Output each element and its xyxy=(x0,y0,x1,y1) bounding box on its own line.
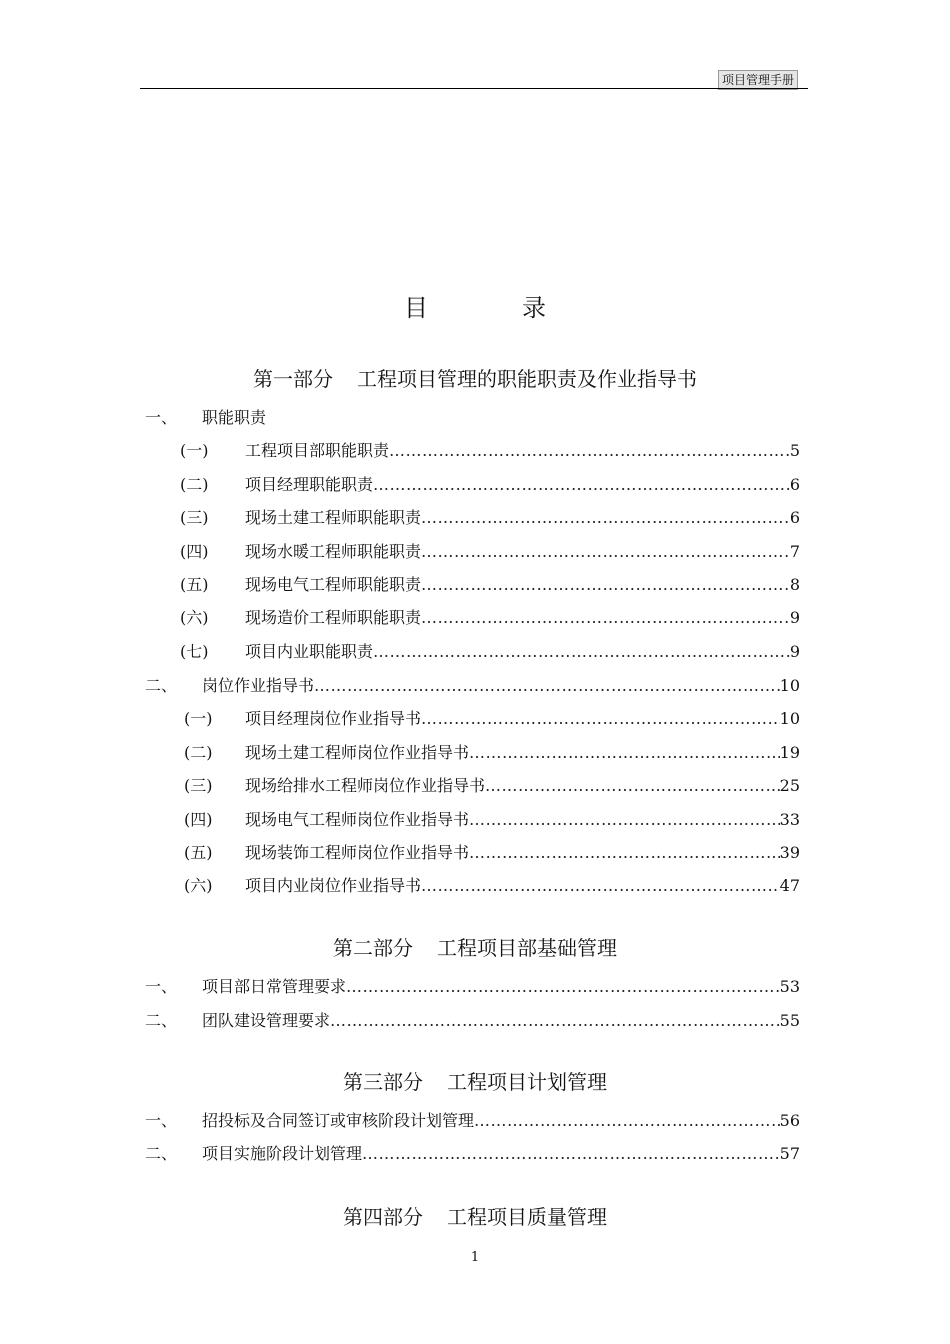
toc-entry-page: 6 xyxy=(789,508,800,527)
toc-entry[interactable] xyxy=(0,706,950,732)
toc-entry[interactable] xyxy=(0,807,950,833)
dot-leader xyxy=(362,1141,780,1167)
toc-entry-number: 一、 xyxy=(145,408,178,427)
toc-entry[interactable] xyxy=(0,1108,950,1134)
part-number: 第一部分 xyxy=(253,367,333,391)
toc-entry-page: 47 xyxy=(779,876,800,895)
toc-entry[interactable] xyxy=(0,405,950,431)
part-number: 第二部分 xyxy=(333,936,413,960)
dot-leader xyxy=(421,572,790,598)
dot-leader xyxy=(469,740,780,766)
toc-entry-label: 项目内业岗位作业指导书 xyxy=(245,876,422,895)
toc-entry-page: 5 xyxy=(789,441,800,460)
toc-entry[interactable] xyxy=(0,740,950,766)
toc-entry-page: 53 xyxy=(779,977,800,996)
toc-entry[interactable] xyxy=(0,673,950,699)
toc-entry-number: (三) xyxy=(184,776,213,795)
toc-entry-label: 项目内业职能职责 xyxy=(245,642,374,661)
part-number: 第四部分 xyxy=(343,1205,423,1229)
toc-entry-label: 现场装饰工程师岗位作业指导书 xyxy=(245,843,470,862)
toc-entry-number: (一) xyxy=(180,441,209,460)
toc-entry-label: 现场电气工程师职能职责 xyxy=(245,575,422,594)
toc-title-right: 录 xyxy=(522,294,546,322)
part-title: 工程项目计划管理 xyxy=(447,1070,607,1094)
part-title: 工程项目管理的职能职责及作业指导书 xyxy=(357,367,697,391)
toc-entry-number: 二、 xyxy=(145,1011,178,1030)
dot-leader xyxy=(421,706,780,732)
dot-leader xyxy=(474,1108,780,1134)
page-number: 1 xyxy=(470,1250,480,1265)
toc-entry-number: (二) xyxy=(180,475,209,494)
toc-entry-number: (五) xyxy=(180,575,209,594)
toc-entry[interactable] xyxy=(0,605,950,631)
toc-entry[interactable] xyxy=(0,472,950,498)
toc-entry-label: 现场给排水工程师岗位作业指导书 xyxy=(245,776,486,795)
part-heading-3 xyxy=(0,1067,950,1097)
toc-entry-label: 现场水暖工程师职能职责 xyxy=(245,542,422,561)
dot-leader xyxy=(421,873,780,899)
dot-leader xyxy=(421,539,790,565)
toc-entry[interactable] xyxy=(0,873,950,899)
toc-entry[interactable] xyxy=(0,505,950,531)
dot-leader xyxy=(330,1008,780,1034)
toc-entry[interactable] xyxy=(0,840,950,866)
part-title: 工程项目部基础管理 xyxy=(437,936,617,960)
toc-entry-number: (三) xyxy=(180,508,209,527)
toc-entry[interactable] xyxy=(0,773,950,799)
toc-entry-number: (六) xyxy=(184,876,213,895)
toc-entry-label: 工程项目部职能职责 xyxy=(245,441,390,460)
dot-leader xyxy=(346,974,780,1000)
toc-entry-page: 57 xyxy=(779,1144,800,1163)
dot-leader xyxy=(373,472,790,498)
toc-entry-number: 二、 xyxy=(145,1144,178,1163)
toc-entry-page: 25 xyxy=(779,776,800,795)
toc-entry[interactable] xyxy=(0,572,950,598)
toc-entry-label: 现场电气工程师岗位作业指导书 xyxy=(245,810,470,829)
toc-entry-page: 55 xyxy=(779,1011,800,1030)
toc-entry-number: 二、 xyxy=(145,676,178,695)
toc-entry-label: 项目经理职能职责 xyxy=(245,475,374,494)
toc-entry-number: (七) xyxy=(180,642,209,661)
toc-entry-number: (四) xyxy=(184,810,213,829)
toc-title-left: 目 xyxy=(404,294,428,322)
toc-entry[interactable] xyxy=(0,1008,950,1034)
toc-entry-number: 一、 xyxy=(145,1111,178,1130)
part-number: 第三部分 xyxy=(343,1070,423,1094)
toc-entry-page: 7 xyxy=(789,542,800,561)
toc-entry-page: 19 xyxy=(779,743,800,762)
dot-leader xyxy=(485,773,780,799)
toc-entry-page: 9 xyxy=(789,608,800,627)
toc-entry-page: 33 xyxy=(779,810,800,829)
toc-entry-page: 39 xyxy=(779,843,800,862)
toc-entry-label: 项目经理岗位作业指导书 xyxy=(245,709,422,728)
toc-entry-number: (六) xyxy=(180,608,209,627)
toc-entry[interactable] xyxy=(0,639,950,665)
part-title: 工程项目质量管理 xyxy=(447,1205,607,1229)
toc-title xyxy=(0,290,950,326)
toc-entry-page: 9 xyxy=(789,642,800,661)
toc-entry-number: (四) xyxy=(180,542,209,561)
part-heading-2 xyxy=(0,933,950,963)
header-rule xyxy=(140,88,808,89)
toc-entry-number: (五) xyxy=(184,843,213,862)
toc-entry-number: (二) xyxy=(184,743,213,762)
toc-entry-label: 岗位作业指导书 xyxy=(202,676,315,695)
toc-entry[interactable] xyxy=(0,1141,950,1167)
toc-entry-label: 现场土建工程师岗位作业指导书 xyxy=(245,743,470,762)
toc-entry-page: 10 xyxy=(779,676,800,695)
dot-leader xyxy=(373,639,790,665)
dot-leader xyxy=(469,840,780,866)
toc-entry-page: 10 xyxy=(779,709,800,728)
dot-leader xyxy=(469,807,780,833)
part-heading-1 xyxy=(0,364,950,394)
toc-entry[interactable] xyxy=(0,539,950,565)
toc-entry-label: 现场造价工程师职能职责 xyxy=(245,608,422,627)
toc-entry-label: 职能职责 xyxy=(202,408,267,427)
toc-entry-label: 项目部日常管理要求 xyxy=(202,977,347,996)
toc-entry[interactable] xyxy=(0,438,950,464)
toc-entry-number: 一、 xyxy=(145,977,178,996)
dot-leader xyxy=(314,673,780,699)
toc-entry-page: 8 xyxy=(789,575,800,594)
toc-entry-label: 项目实施阶段计划管理 xyxy=(202,1144,363,1163)
toc-entry-page: 6 xyxy=(789,475,800,494)
dot-leader xyxy=(421,505,790,531)
dot-leader xyxy=(421,605,790,631)
toc-entry-page: 56 xyxy=(779,1111,800,1130)
toc-entry-number: (一) xyxy=(184,709,213,728)
part-heading-4 xyxy=(0,1202,950,1232)
toc-entry[interactable] xyxy=(0,974,950,1000)
toc-entry-label: 招投标及合同签订或审核阶段计划管理 xyxy=(202,1111,475,1130)
header-title-tag: 项目管理手册 xyxy=(718,70,798,90)
toc-entry-label: 团队建设管理要求 xyxy=(202,1011,331,1030)
toc-entry-label: 现场土建工程师职能职责 xyxy=(245,508,422,527)
dot-leader xyxy=(389,438,790,464)
